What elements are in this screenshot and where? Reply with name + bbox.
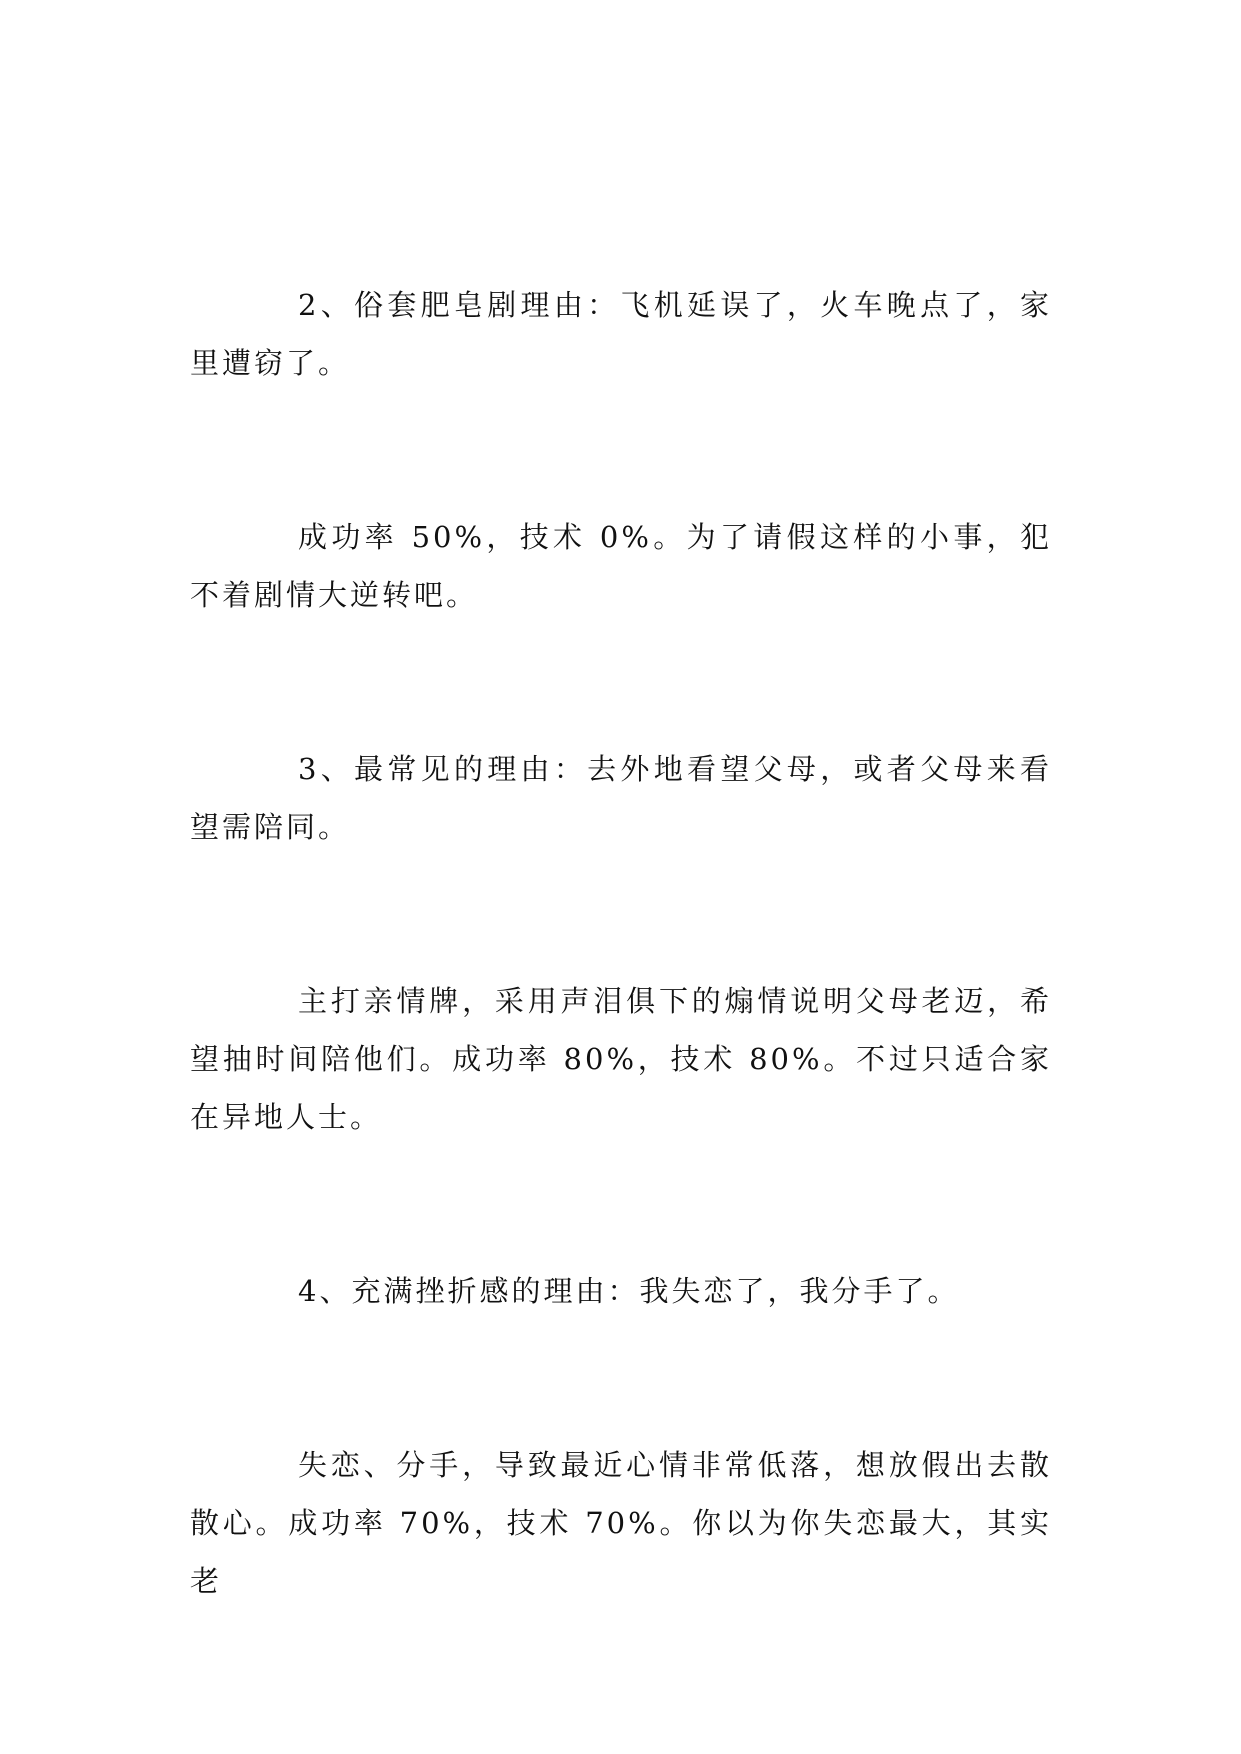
paragraph-spacer [190, 856, 1052, 972]
paragraph-reason-4: 4、充满挫折感的理由：我失恋了，我分手了。 [298, 1274, 960, 1308]
paragraph-reason-4-comment: 失恋、分手，导致最近心情非常低落，想放假出去散散心。成功率 70%，技术 70%。你以为你失恋最大，其实老 [190, 1448, 1052, 1598]
paragraph-reason-3-comment: 主打亲情牌，采用声泪俱下的煽情说明父母老迈，希望抽时间陪他们。成功率 80%，技术 80%。不过只适合家在异地人士。 [190, 984, 1052, 1134]
paragraph-spacer [190, 392, 1052, 508]
document-body [190, 276, 1052, 1610]
paragraph-spacer [190, 624, 1052, 740]
paragraph-spacer [190, 1320, 1052, 1436]
paragraph-reason-3: 3、最常见的理由：去外地看望父母，或者父母来看望需陪同。 [190, 752, 1052, 844]
paragraph-reason-2: 2、俗套肥皂剧理由：飞机延误了，火车晚点了，家里遭窃了。 [190, 288, 1052, 380]
paragraph-reason-2-comment: 成功率 50%，技术 0%。为了请假这样的小事，犯不着剧情大逆转吧。 [190, 520, 1052, 612]
paragraph-spacer [190, 1146, 1052, 1262]
